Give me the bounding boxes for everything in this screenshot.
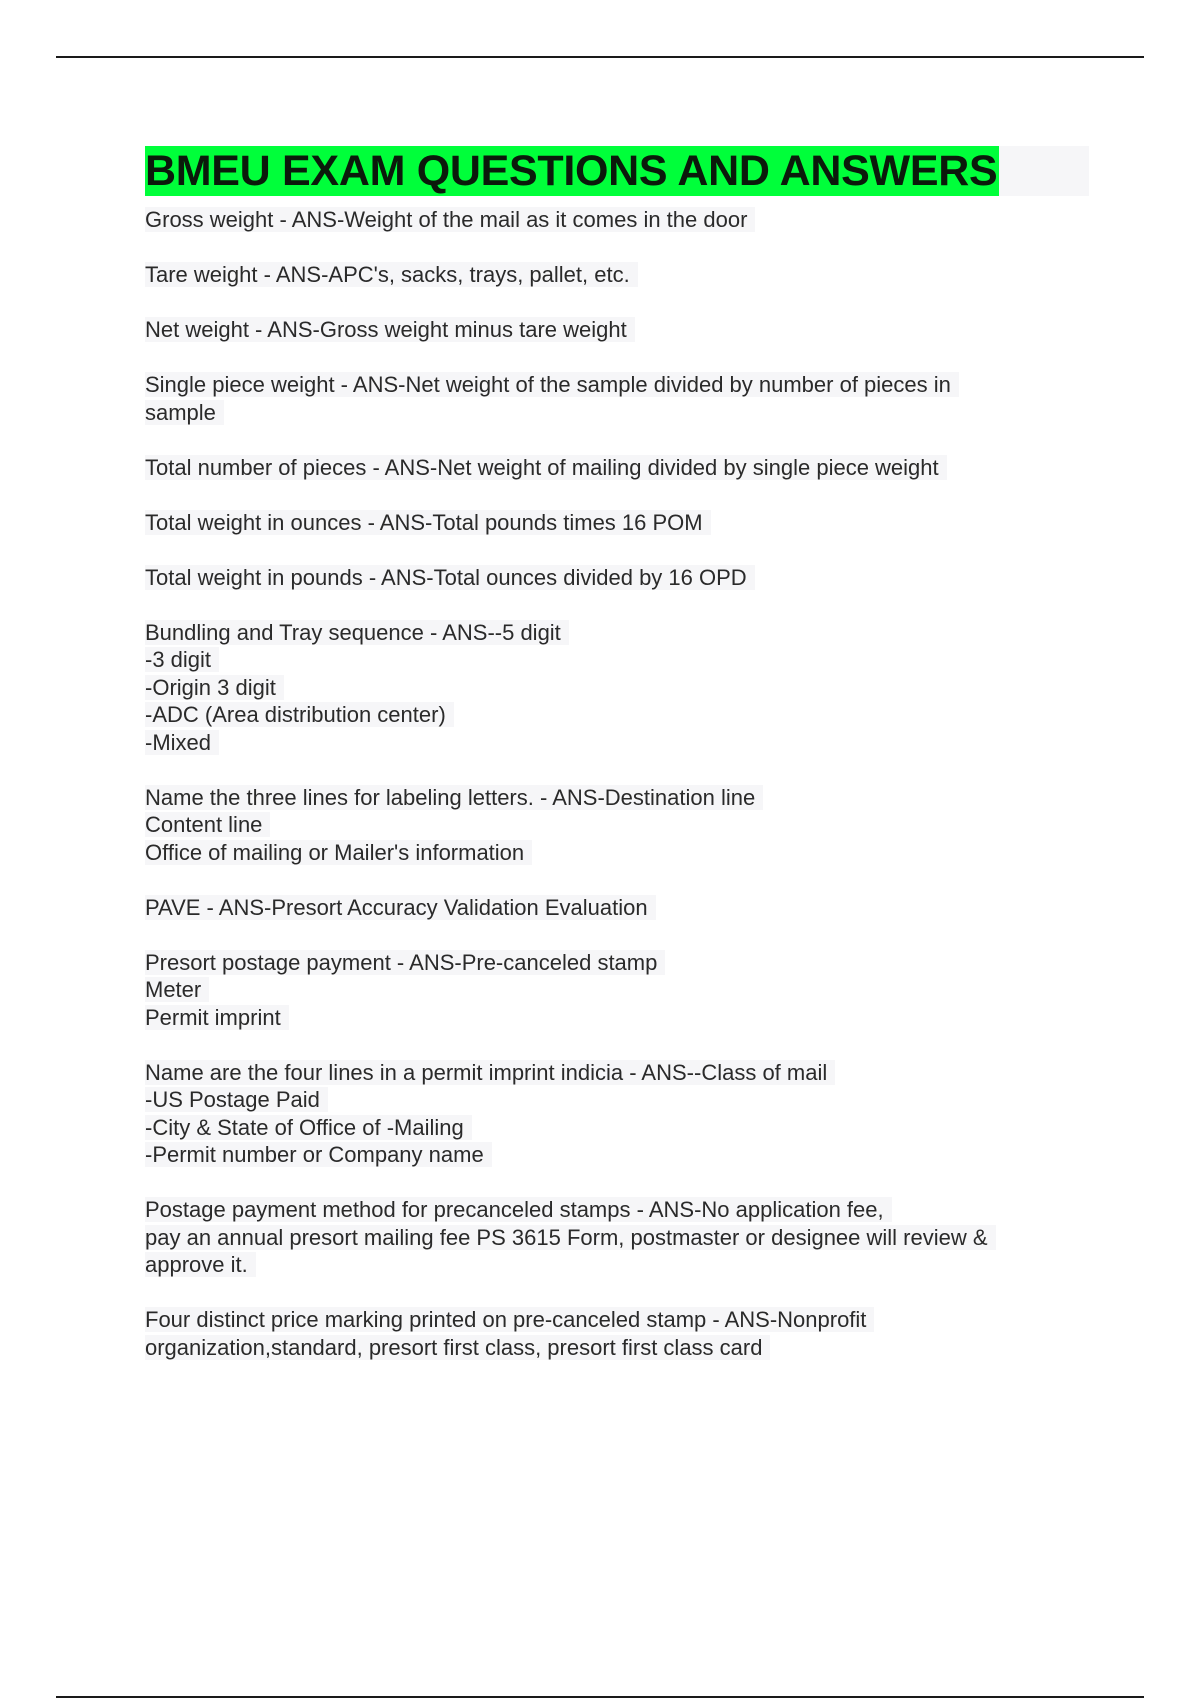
qa-line-text: Net weight - ANS-Gross weight minus tare weight xyxy=(145,317,635,342)
qa-line xyxy=(145,646,1089,674)
qa-line-text: sample xyxy=(145,400,224,425)
qa-line-text: -City & State of Office of -Mailing xyxy=(145,1115,472,1140)
qa-item xyxy=(145,206,1089,234)
qa-line xyxy=(145,949,1089,977)
qa-line-text: Bundling and Tray sequence - ANS--5 digit xyxy=(145,620,569,645)
qa-line-text: pay an annual presort mailing fee PS 3615 Form, postmaster or designee will review & xyxy=(145,1225,996,1250)
qa-line xyxy=(145,976,1089,1004)
qa-line xyxy=(145,1114,1089,1142)
qa-line xyxy=(145,371,1089,399)
qa-line-text: organization,standard, presort first class, presort first class card xyxy=(145,1335,770,1360)
qa-item xyxy=(145,1306,1089,1361)
qa-line xyxy=(145,619,1089,647)
qa-line-text: Permit imprint xyxy=(145,1005,289,1030)
qa-line xyxy=(145,261,1089,289)
footer-rule xyxy=(56,1696,1144,1698)
qa-item xyxy=(145,1196,1089,1279)
qa-line xyxy=(145,1334,1089,1362)
qa-item xyxy=(145,894,1089,922)
qa-item xyxy=(145,454,1089,482)
qa-line xyxy=(145,1141,1089,1169)
qa-line xyxy=(145,454,1089,482)
qa-line-text: Gross weight - ANS-Weight of the mail as it comes in the door xyxy=(145,207,755,232)
qa-line xyxy=(145,1196,1089,1224)
qa-line xyxy=(145,399,1089,427)
qa-line-text: -ADC (Area distribution center) xyxy=(145,702,454,727)
qa-line xyxy=(145,1059,1089,1087)
qa-list xyxy=(145,206,1089,1361)
qa-line-text: Tare weight - ANS-APC's, sacks, trays, pallet, etc. xyxy=(145,262,638,287)
qa-item xyxy=(145,1059,1089,1169)
qa-line xyxy=(145,1004,1089,1032)
qa-line-text: -3 digit xyxy=(145,647,219,672)
qa-item xyxy=(145,261,1089,289)
qa-item xyxy=(145,371,1089,426)
qa-line-text: Postage payment method for precanceled stamps - ANS-No application fee, xyxy=(145,1197,892,1222)
qa-line-text: -US Postage Paid xyxy=(145,1087,328,1112)
qa-line xyxy=(145,206,1089,234)
qa-line-text: -Mixed xyxy=(145,730,219,755)
qa-line xyxy=(145,784,1089,812)
qa-line-text: Total number of pieces - ANS-Net weight of mailing divided by single piece weight xyxy=(145,455,947,480)
qa-line-text: Total weight in pounds - ANS-Total ounces divided by 16 OPD xyxy=(145,565,755,590)
qa-line xyxy=(145,674,1089,702)
qa-line xyxy=(145,839,1089,867)
qa-line xyxy=(145,701,1089,729)
qa-line xyxy=(145,1251,1089,1279)
qa-line-text: -Origin 3 digit xyxy=(145,675,284,700)
document-body xyxy=(145,146,1089,1389)
document-title: BMEU EXAM QUESTIONS AND ANSWERS xyxy=(145,147,998,195)
qa-line-text: Four distinct price marking printed on pre-canceled stamp - ANS-Nonprofit xyxy=(145,1307,874,1332)
qa-line xyxy=(145,1306,1089,1334)
qa-line xyxy=(145,1086,1089,1114)
qa-line xyxy=(145,316,1089,344)
qa-line-text: Total weight in ounces - ANS-Total pounds times 16 POM xyxy=(145,510,711,535)
qa-item xyxy=(145,619,1089,757)
qa-line-text: Single piece weight - ANS-Net weight of the sample divided by number of pieces in xyxy=(145,372,959,397)
qa-line-text: approve it. xyxy=(145,1252,256,1277)
qa-line xyxy=(145,729,1089,757)
qa-line xyxy=(145,894,1089,922)
qa-line-text: -Permit number or Company name xyxy=(145,1142,492,1167)
qa-line xyxy=(145,564,1089,592)
qa-item xyxy=(145,784,1089,867)
qa-item xyxy=(145,564,1089,592)
qa-line-text: Name are the four lines in a permit imprint indicia - ANS--Class of mail xyxy=(145,1060,835,1085)
qa-line-text: Meter xyxy=(145,977,209,1002)
qa-line-text: PAVE - ANS-Presort Accuracy Validation Evaluation xyxy=(145,895,656,920)
qa-line-text: Presort postage payment - ANS-Pre-canceled stamp xyxy=(145,950,665,975)
qa-line xyxy=(145,1224,1089,1252)
qa-line-text: Office of mailing or Mailer's information xyxy=(145,840,532,865)
qa-line-text: Content line xyxy=(145,812,270,837)
qa-line-text: Name the three lines for labeling letters. - ANS-Destination line xyxy=(145,785,763,810)
qa-item xyxy=(145,509,1089,537)
qa-item xyxy=(145,316,1089,344)
title-band xyxy=(145,146,1089,196)
qa-line xyxy=(145,509,1089,537)
qa-line xyxy=(145,811,1089,839)
header-rule xyxy=(56,56,1144,58)
qa-item xyxy=(145,949,1089,1032)
